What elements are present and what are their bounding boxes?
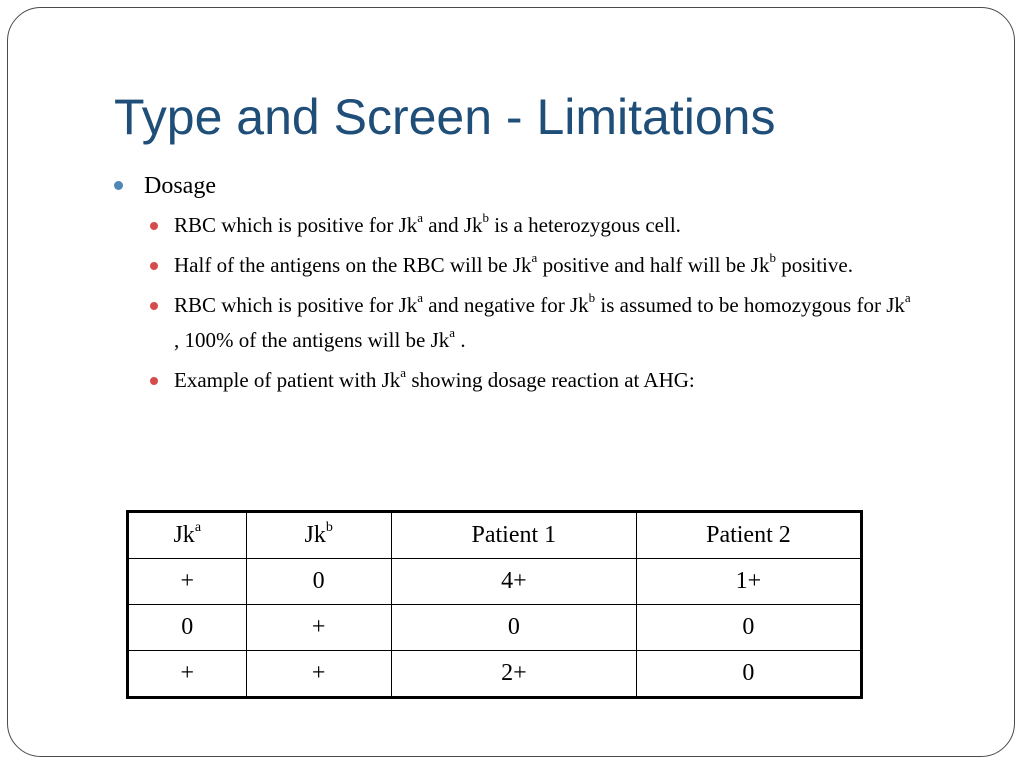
table-cell: 0 [636,605,861,651]
bullet-dot-icon [150,222,158,230]
bullet-dot-icon [114,181,123,190]
dosage-table [126,510,863,699]
superscript: a [400,365,407,380]
header-cell-jka [128,512,247,559]
superscript: a [531,250,538,265]
bullet-item [150,208,914,243]
header-cell-patient2 [636,512,861,559]
table-cell: 0 [636,651,861,698]
bullet-text: Example of patient with Jk [174,368,401,392]
bullet-text: RBC which is positive for Jk [174,293,418,317]
bullet-text: and negative for Jk [423,293,589,317]
superscript: b [769,250,776,265]
table-cell: 0 [391,605,636,651]
header-superscript: a [194,520,202,535]
bullet-level1 [114,170,914,202]
bullet-text: showing dosage reaction at AHG: [406,368,695,392]
bullet-text: Half of the antigens on the RBC will be Jk [174,253,532,277]
table-cell: 0 [128,605,247,651]
table-cell: 4+ [391,559,636,605]
table-row [128,559,862,605]
bullet-item [150,248,914,283]
table-cell: 1+ [636,559,861,605]
table-cell: + [246,651,391,698]
bullet-text: positive. [775,253,853,277]
bullet-text: and Jk [423,213,483,237]
bullet-list [114,170,914,403]
superscript: a [449,325,456,340]
header-label: Jk [304,522,326,548]
bullet-text: is assumed to be homozygous for Jk [595,293,905,317]
slide-title: Type and Screen - Limitations [114,89,776,145]
table-row [128,605,862,651]
superscript: b [588,290,596,305]
table-cell: + [128,651,247,698]
table-cell: 0 [246,559,391,605]
table-header-row [128,512,862,559]
header-label: Patient 2 [706,522,791,548]
header-cell-jkb [246,512,391,559]
bullet-text: is a heterozygous cell. [489,213,681,237]
superscript: a [417,290,424,305]
bullet-text: RBC which is positive for Jk [174,213,418,237]
bullet-item [150,288,914,358]
bullet-dot-icon [150,377,158,385]
bullet-dot-icon [150,262,158,270]
bullet-text: positive and half will be Jk [537,253,770,277]
header-superscript: b [325,520,333,535]
header-label: Patient 1 [471,522,557,548]
superscript: a [904,290,911,305]
bullet-text: . [455,328,466,352]
table-cell: + [246,605,391,651]
superscript: b [482,210,490,225]
superscript: a [417,210,424,225]
bullet-item [150,363,914,398]
header-label: Jk [173,522,195,548]
table-row [128,651,862,698]
table-cell: 2+ [391,651,636,698]
bullet-text: , 100% of the antigens will be Jk [174,328,450,352]
table-cell: + [128,559,247,605]
bullet-dot-icon [150,302,158,310]
header-cell-patient1 [391,512,636,559]
bullet-level1-text: Dosage [144,173,216,199]
